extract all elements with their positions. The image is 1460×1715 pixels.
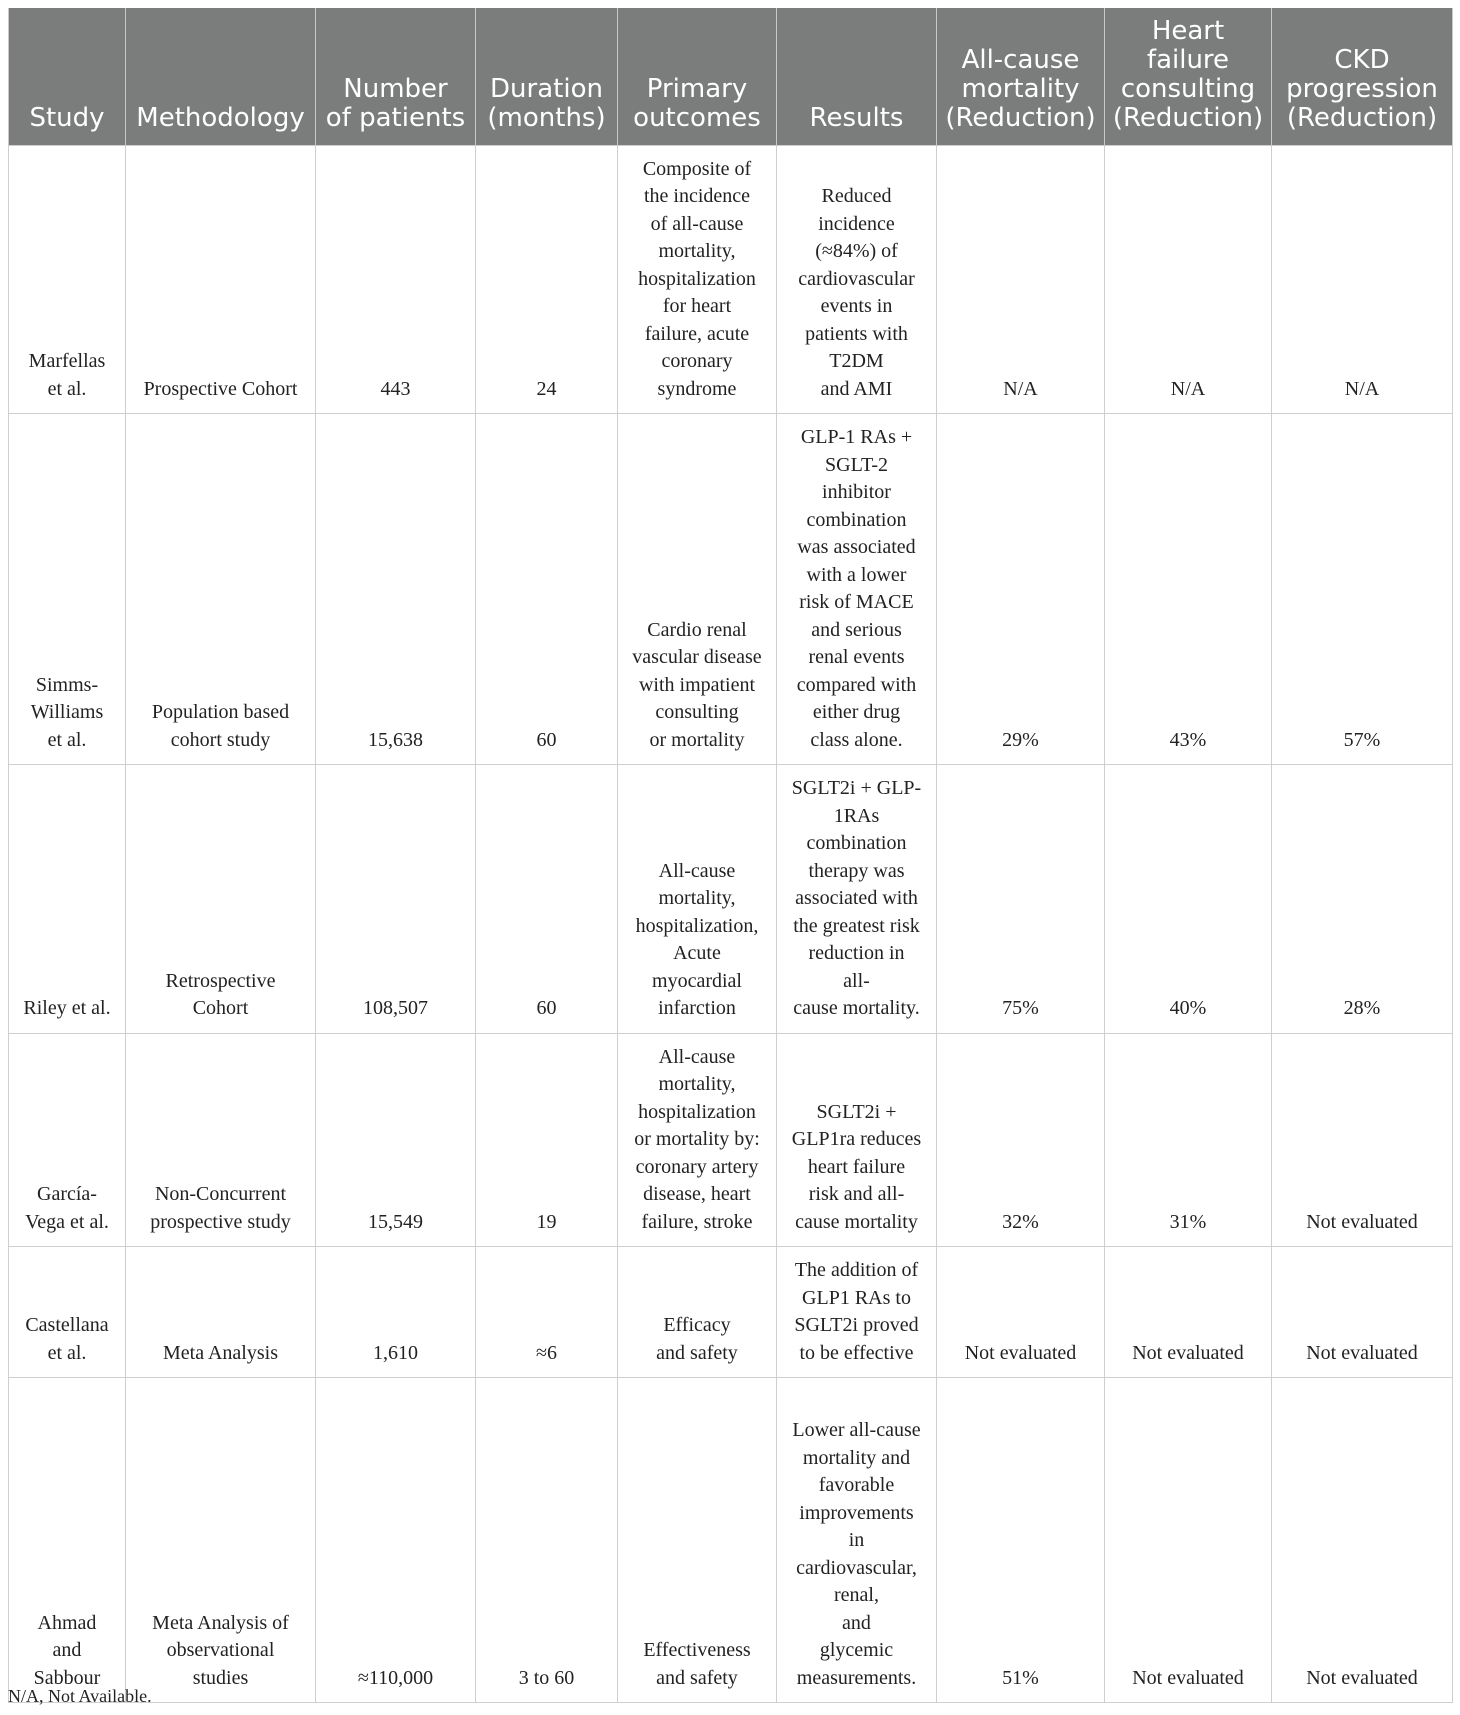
cell-outcomes: Efficacy and safety	[618, 1247, 777, 1378]
cell-ckd: Not evaluated	[1272, 1247, 1453, 1378]
studies-table	[8, 8, 1453, 1703]
cell-results: The addition of GLP1 RAs to SGLT2i proved to be effective	[777, 1247, 937, 1378]
footnote: N/A, Not Available.	[8, 1686, 152, 1706]
header-study: Study	[9, 8, 126, 145]
cell-duration: 3 to 60	[476, 1378, 618, 1703]
cell-ckd: 57%	[1272, 414, 1453, 765]
table-row	[9, 765, 1453, 1034]
cell-study: Riley et al.	[9, 765, 126, 1034]
cell-study: Marfellas et al.	[9, 145, 126, 414]
cell-mortality: 32%	[937, 1033, 1105, 1247]
header-duration: Duration (months)	[476, 8, 618, 145]
cell-ckd: 28%	[1272, 765, 1453, 1034]
header-heart-failure: Heart failure consulting (Reduction)	[1105, 8, 1272, 145]
cell-patients: 15,638	[316, 414, 476, 765]
header-row	[9, 8, 1453, 145]
cell-outcomes: Effectiveness and safety	[618, 1378, 777, 1703]
cell-mortality: N/A	[937, 145, 1105, 414]
cell-duration: 24	[476, 145, 618, 414]
table-row	[9, 414, 1453, 765]
cell-study: Ahmad and Sabbour	[9, 1378, 126, 1703]
cell-patients: 1,610	[316, 1247, 476, 1378]
cell-ckd: Not evaluated	[1272, 1378, 1453, 1703]
cell-methodology: Meta Analysis	[126, 1247, 316, 1378]
table-row	[9, 1378, 1453, 1703]
cell-duration: 60	[476, 414, 618, 765]
header-results: Results	[777, 8, 937, 145]
cell-duration: ≈6	[476, 1247, 618, 1378]
cell-ckd: Not evaluated	[1272, 1033, 1453, 1247]
cell-results: GLP-1 RAs + SGLT-2 inhibitor combination was associated with a lower risk of MACE and serious renal events compared with either drug class alone.	[777, 414, 937, 765]
cell-patients: ≈110,000	[316, 1378, 476, 1703]
cell-mortality: 29%	[937, 414, 1105, 765]
cell-patients: 108,507	[316, 765, 476, 1034]
table-body	[9, 145, 1453, 1703]
cell-outcomes: All-cause mortality, hospitalization or mortality by: coronary artery disease, heart failure, stroke	[618, 1033, 777, 1247]
cell-mortality: 51%	[937, 1378, 1105, 1703]
cell-methodology: Meta Analysis of observational studies	[126, 1378, 316, 1703]
cell-duration: 19	[476, 1033, 618, 1247]
cell-patients: 443	[316, 145, 476, 414]
cell-heart-failure: 43%	[1105, 414, 1272, 765]
header-methodology: Methodology	[126, 8, 316, 145]
cell-study: García- Vega et al.	[9, 1033, 126, 1247]
cell-mortality: Not evaluated	[937, 1247, 1105, 1378]
cell-study: Castellana et al.	[9, 1247, 126, 1378]
cell-results: Reduced incidence (≈84%) of cardiovascular events in patients with T2DM and AMI	[777, 145, 937, 414]
table-row	[9, 1247, 1453, 1378]
header-ckd: CKD progression (Reduction)	[1272, 8, 1453, 145]
cell-heart-failure: Not evaluated	[1105, 1247, 1272, 1378]
cell-results: Lower all-cause mortality and favorable improvements in cardiovascular, renal, and glycemic measurements.	[777, 1378, 937, 1703]
header-outcomes: Primary outcomes	[618, 8, 777, 145]
cell-heart-failure: 31%	[1105, 1033, 1272, 1247]
cell-results: SGLT2i + GLP- 1RAs combination therapy was associated with the greatest risk reduction in all- cause mortality.	[777, 765, 937, 1034]
cell-mortality: 75%	[937, 765, 1105, 1034]
header-mortality: All-cause mortality (Reduction)	[937, 8, 1105, 145]
cell-patients: 15,549	[316, 1033, 476, 1247]
table-row	[9, 145, 1453, 414]
cell-ckd: N/A	[1272, 145, 1453, 414]
cell-heart-failure: Not evaluated	[1105, 1378, 1272, 1703]
cell-outcomes: Cardio renal vascular disease with impatient consulting or mortality	[618, 414, 777, 765]
cell-results: SGLT2i + GLP1ra reduces heart failure risk and all- cause mortality	[777, 1033, 937, 1247]
cell-study: Simms- Williams et al.	[9, 414, 126, 765]
cell-outcomes: Composite of the incidence of all-cause mortality, hospitalization for heart failure, acute coronary syndrome	[618, 145, 777, 414]
cell-methodology: Retrospective Cohort	[126, 765, 316, 1034]
cell-methodology: Non-Concurrent prospective study	[126, 1033, 316, 1247]
header-patients: Number of patients	[316, 8, 476, 145]
cell-heart-failure: N/A	[1105, 145, 1272, 414]
table-row	[9, 1033, 1453, 1247]
cell-outcomes: All-cause mortality, hospitalization, Acute myocardial infarction	[618, 765, 777, 1034]
cell-heart-failure: 40%	[1105, 765, 1272, 1034]
cell-duration: 60	[476, 765, 618, 1034]
cell-methodology: Prospective Cohort	[126, 145, 316, 414]
cell-methodology: Population based cohort study	[126, 414, 316, 765]
